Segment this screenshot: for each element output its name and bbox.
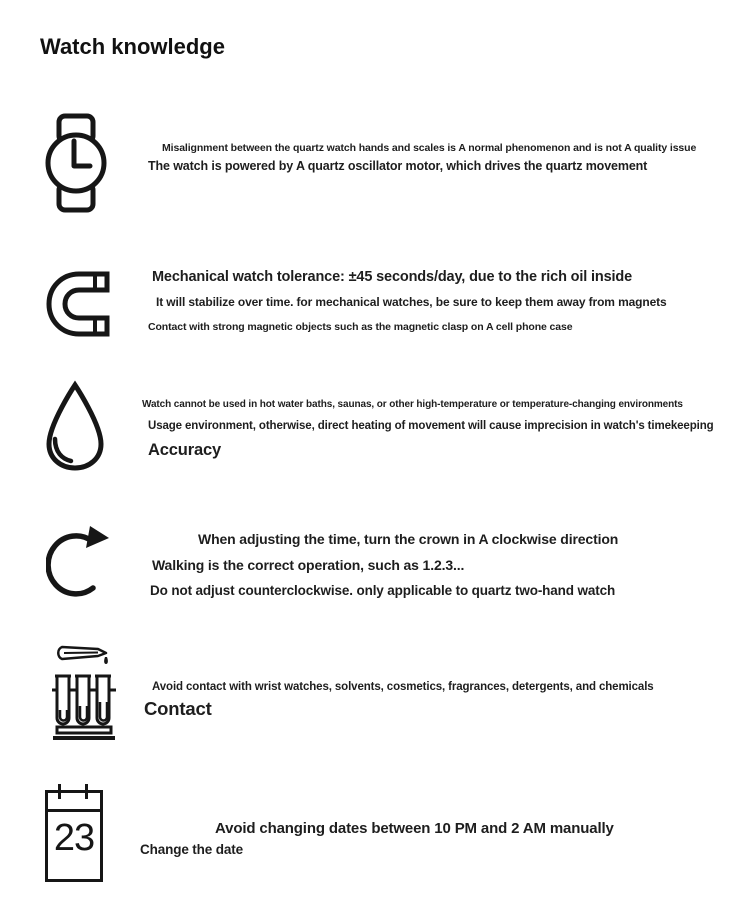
text-line: Walking is the correct operation, such as 1.2.3... <box>152 557 465 573</box>
magnet-icon <box>45 268 111 340</box>
calendar-day: 23 <box>53 817 95 859</box>
text-line: Mechanical watch tolerance: ±45 seconds/day, due to the rich oil inside <box>152 269 633 285</box>
calendar-icon <box>45 790 103 882</box>
text-line: The watch is powered by A quartz oscillator motor, which drives the quartz movement <box>148 159 648 173</box>
page-title: Watch knowledge <box>40 34 225 59</box>
text-line: Watch cannot be used in hot water baths, saunas, or other high-temperature or temperature-changing environments <box>142 399 683 410</box>
calendar-pin <box>58 784 61 799</box>
text-line: When adjusting the time, turn the crown in A clockwise direction <box>198 531 619 547</box>
text-line: Usage environment, otherwise, direct heating of movement will cause imprecision in watch's timekeeping <box>148 420 714 432</box>
test-tubes-icon <box>52 672 116 742</box>
water-drop-icon <box>42 380 108 472</box>
calendar-pin <box>85 784 88 799</box>
section-label: Accuracy <box>148 441 221 459</box>
pouring-test-tube-icon <box>56 643 114 671</box>
section-label: Contact <box>144 698 212 719</box>
text-line: Do not adjust counterclockwise. only applicable to quartz two-hand watch <box>150 583 616 598</box>
text-line: Avoid changing dates between 10 PM and 2 AM manually <box>215 820 614 837</box>
clockwise-arrow-icon <box>46 524 110 602</box>
text-line: Avoid contact with wrist watches, solvents, cosmetics, fragrances, detergents, and chemicals <box>152 681 654 693</box>
text-line: It will stabilize over time. for mechanical watches, be sure to keep them away from magnets <box>156 295 667 309</box>
text-line: Change the date <box>140 842 243 857</box>
text-line: Contact with strong magnetic objects such as the magnetic clasp on A cell phone case <box>148 321 573 333</box>
text-line: Misalignment between the quartz watch hands and scales is A normal phenomenon and is not A quality issue <box>162 142 697 154</box>
calendar-header <box>48 793 100 812</box>
wrist-watch-icon <box>45 113 107 213</box>
